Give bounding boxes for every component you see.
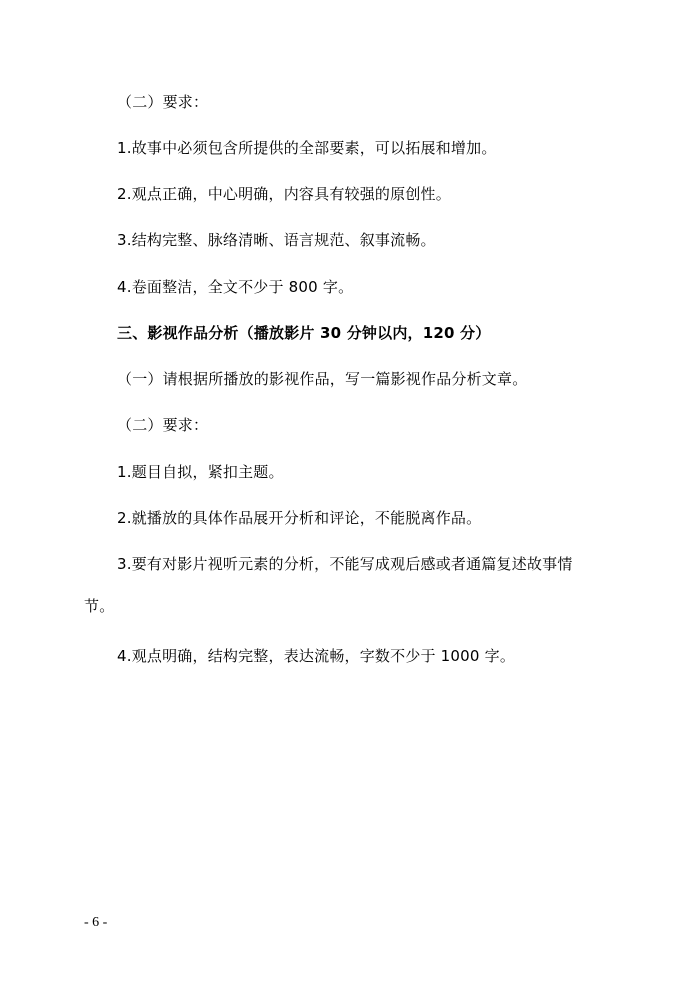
film-requirement-item-4: 4.观点明确，结构完整，表达流畅，字数不少于 1000 字。 xyxy=(117,647,516,665)
film-requirement-item-2: 2.就播放的具体作品展开分析和评论，不能脱离作品。 xyxy=(117,509,482,527)
page-number: - 6 - xyxy=(84,915,108,930)
requirement-item-2: 2.观点正确，中心明确，内容具有较强的原创性。 xyxy=(117,185,451,203)
film-requirements-title: （二）要求： xyxy=(117,416,209,434)
requirement-item-4: 4.卷面整洁，全文不少于 800 字。 xyxy=(117,278,354,296)
requirement-item-3: 3.结构完整、脉络清晰、语言规范、叙事流畅。 xyxy=(117,231,436,249)
section-heading-film-analysis: 三、影视作品分析（播放影片 30 分钟以内，120 分） xyxy=(117,324,491,342)
film-requirement-item-3-line-2: 节。 xyxy=(84,597,115,615)
film-requirement-item-1: 1.题目自拟，紧扣主题。 xyxy=(117,463,284,481)
requirements-title: （二）要求： xyxy=(117,93,209,111)
film-requirement-item-3-line-1: 3.要有对影片视听元素的分析，不能写成观后感或者通篇复述故事情 xyxy=(117,555,573,573)
film-analysis-task: （一）请根据所播放的影视作品，写一篇影视作品分析文章。 xyxy=(117,370,528,388)
requirement-item-1: 1.故事中必须包含所提供的全部要素，可以拓展和增加。 xyxy=(117,139,497,157)
